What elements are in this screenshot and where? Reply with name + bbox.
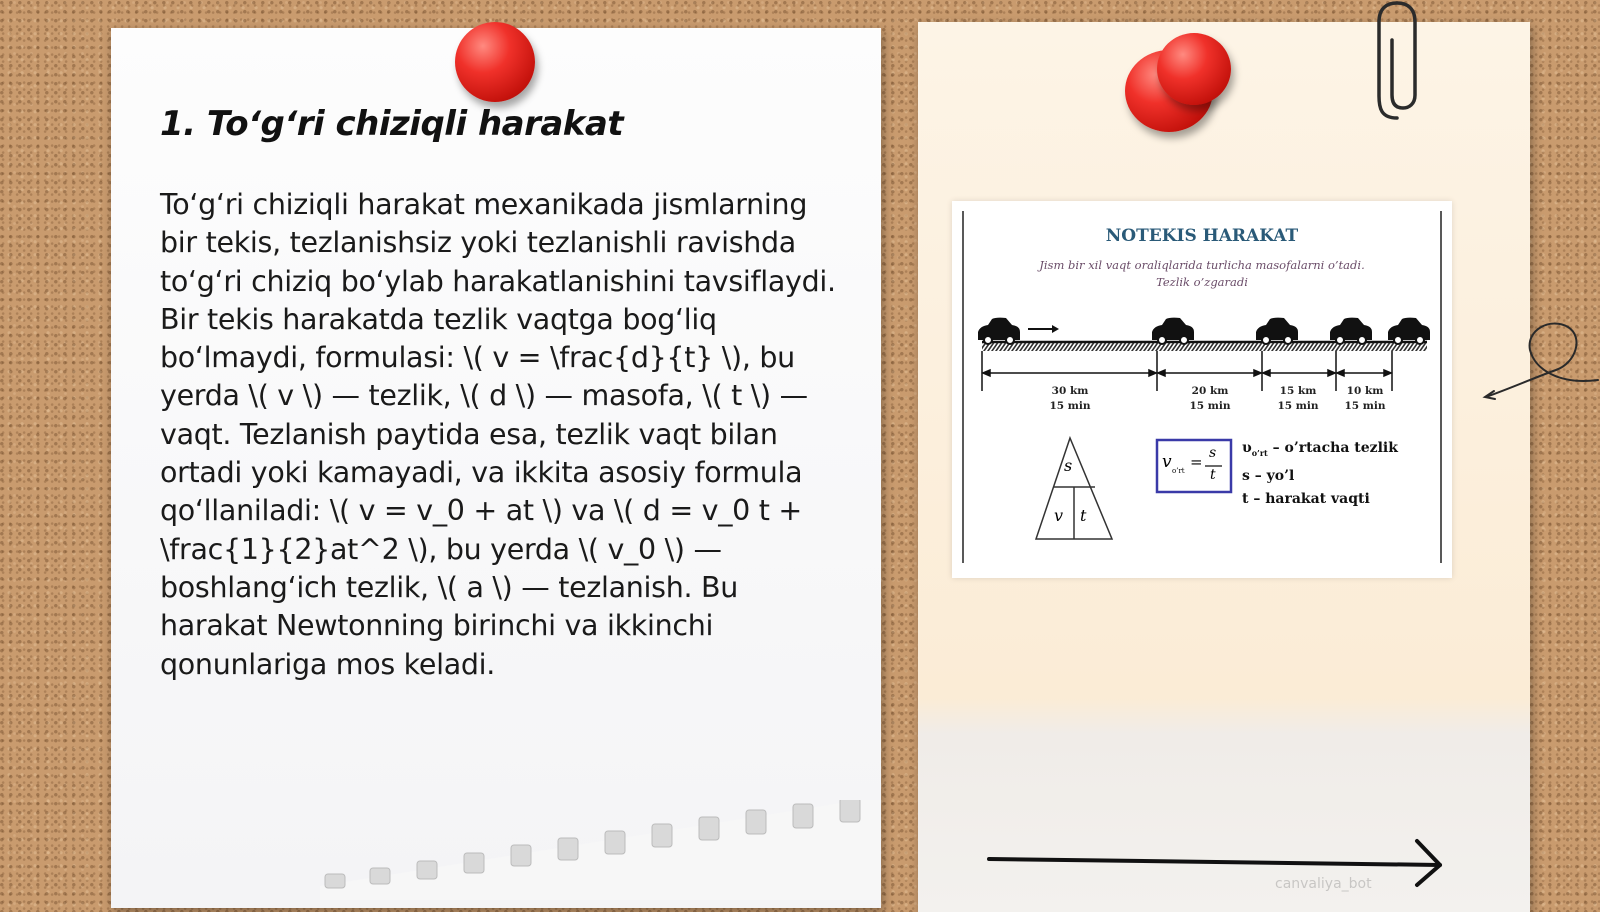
segment-time: 15 min	[1049, 400, 1091, 412]
segment-distance: 30 km	[1051, 385, 1089, 397]
legend-average-speed-text: – o’rtacha tezlik	[1267, 440, 1398, 456]
segment-time: 15 min	[1189, 400, 1231, 412]
formula-velocity-subscript: o’rt	[1172, 467, 1185, 475]
segment-time: 15 min	[1344, 400, 1386, 412]
next-arrow-icon	[985, 838, 1445, 888]
triangle-time-symbol: t	[1080, 506, 1087, 525]
diagram-title: NOTEKIS HARAKAT	[1105, 226, 1299, 246]
triangle-velocity-symbol: v	[1054, 506, 1064, 525]
formula-numerator: s	[1209, 445, 1217, 461]
paperclip-icon	[1375, 0, 1425, 125]
legend-distance: s – yo’l	[1242, 467, 1295, 484]
triangle-distance-symbol: s	[1064, 456, 1073, 475]
legend-average-speed	[1242, 437, 1398, 465]
car-icons	[978, 318, 1430, 344]
segment-label	[1035, 384, 1105, 414]
diagram-subtitle-line1: Jism bir xil vaqt oraliqlarida turlicha masofalarni o’tadi.	[1039, 258, 1365, 272]
slide-title: 1. To‘g‘ri chiziqli harakat	[160, 104, 624, 144]
red-pushpin-icon	[1157, 33, 1231, 105]
segment-label	[1263, 384, 1333, 414]
legend-average-speed-subscript: o’rt	[1251, 447, 1268, 458]
legend-average-speed-symbol: υ	[1242, 440, 1252, 456]
watermark-text: canvaliya_bot	[1275, 876, 1372, 892]
loop-arrow-doodle-icon	[1480, 315, 1600, 405]
slide-body-text: To‘g‘ri chiziqli harakat mexanikada jismlarning bir tekis, tezlanishsiz yoki tezlanishli ravishda to‘g‘ri chiziq bo‘ylab harakatlanishini tavsiflaydi. Bir tekis harakatda tezlik vaqtga bog‘liq bo‘lmaydi, formulasi: \( v = \frac{d}{t} \), bu yerda \( v \) — tezlik, \( d \) — masofa, \( t \) — vaqt. Tezlanish paytida esa, tezlik vaqt bilan ortadi yoki kamayadi, va ikkita asosiy formula qo‘llaniladi: \( v = v_0 + at \) va \( d = v_0 t + \frac{1}{2}at^2 \), bu yerda \( v_0 \) — boshlang‘ich tezlik, \( a \) — tezlanish. Bu harakat Newtonning birinchi va ikkinchi qonunlariga mos keladi.	[160, 188, 836, 681]
segment-label	[1175, 384, 1245, 414]
torn-paper-edge-decoration	[320, 800, 880, 900]
segment-distance: 10 km	[1346, 385, 1384, 397]
segment-distance: 20 km	[1191, 385, 1229, 397]
segment-distance: 15 km	[1279, 385, 1317, 397]
diagram-legend	[1242, 437, 1398, 511]
formula-triangle	[1036, 438, 1112, 539]
diagram-subtitle-line2: Tezlik o’zgaradi	[1156, 275, 1248, 289]
uneven-motion-diagram	[952, 201, 1452, 578]
segment-time: 15 min	[1277, 400, 1319, 412]
formula-equals: =	[1190, 453, 1203, 471]
formula-denominator: t	[1210, 467, 1216, 483]
formula-velocity: v	[1162, 452, 1172, 472]
red-pushpin-icon	[455, 22, 535, 102]
diagram-subtitle	[1012, 257, 1392, 291]
legend-time: t – harakat vaqti	[1242, 490, 1370, 507]
segment-label	[1330, 384, 1400, 414]
